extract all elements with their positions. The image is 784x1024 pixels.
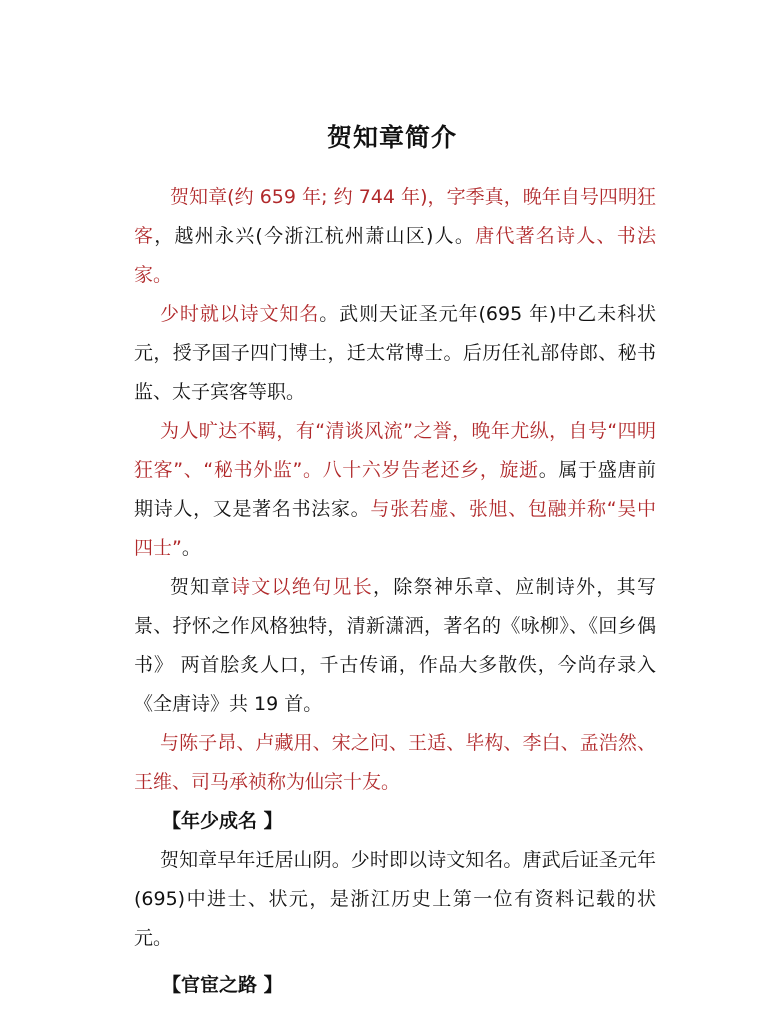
section-heading-official-career: 【官宦之路 】 xyxy=(162,974,283,996)
highlight-text: 与张若虚、张旭、包融并称“吴中四士” xyxy=(134,498,656,559)
body-text: ，除祭神乐章、应制诗外，其写景、抒怀之作风格独特，清新潇洒，著名的《咏柳》、《回乡偶书》 两首脍炙人口，千古传诵，作品大多散佚，今尚存录入《全唐诗》共 19 首。 xyxy=(134,576,656,715)
highlight-text: 贺知章(约 659 年; 约 744 年)，字季真，晚年自号四明狂客 xyxy=(134,186,656,247)
paragraph-friends xyxy=(134,724,656,802)
paragraph-character xyxy=(134,412,656,568)
paragraph-intro xyxy=(134,178,656,295)
body-text: 。武则天证圣元年(695 年)中乙未科状元，授予国子四门博士，迁太常博士。后历任礼部侍郎、秘书监、太子宾客等职。 xyxy=(134,303,656,403)
section-heading-youth: 【年少成名 】 xyxy=(162,810,283,832)
body-text: ，越州永兴(今浙江杭州萧山区)人。 xyxy=(154,225,476,247)
paragraph-youth: 贺知章早年迁居山阴。少时即以诗文知名。唐武后证圣元年(695)中进士、状元，是浙江历史上第一位有资料记载的状元。 xyxy=(134,849,656,949)
body-text: 贺知章 xyxy=(170,576,231,598)
document-body xyxy=(134,178,656,1005)
body-text: 。属于盛唐前期诗人，又是著名书法家。 xyxy=(134,459,656,520)
highlight-text: 诗文以绝句见长 xyxy=(230,576,374,598)
paragraph-poetry xyxy=(134,568,656,724)
body-text: 。 xyxy=(181,537,201,559)
highlight-text: 唐代著名诗人、书法家。 xyxy=(134,225,656,286)
paragraph-career xyxy=(134,295,656,412)
highlight-text: 与陈子昂、卢藏用、宋之问、王适、毕构、李白、孟浩然、王维、司马承祯称为仙宗十友。 xyxy=(134,732,656,793)
highlight-text: 少时就以诗文知名 xyxy=(160,303,320,325)
page-title: 贺知章简介 xyxy=(326,123,457,152)
highlight-text: 为人旷达不羁，有“清谈风流”之誉，晚年尤纵，自号“四明狂客”、“秘书外监”。八十六岁告老还乡，旋逝 xyxy=(134,420,656,481)
